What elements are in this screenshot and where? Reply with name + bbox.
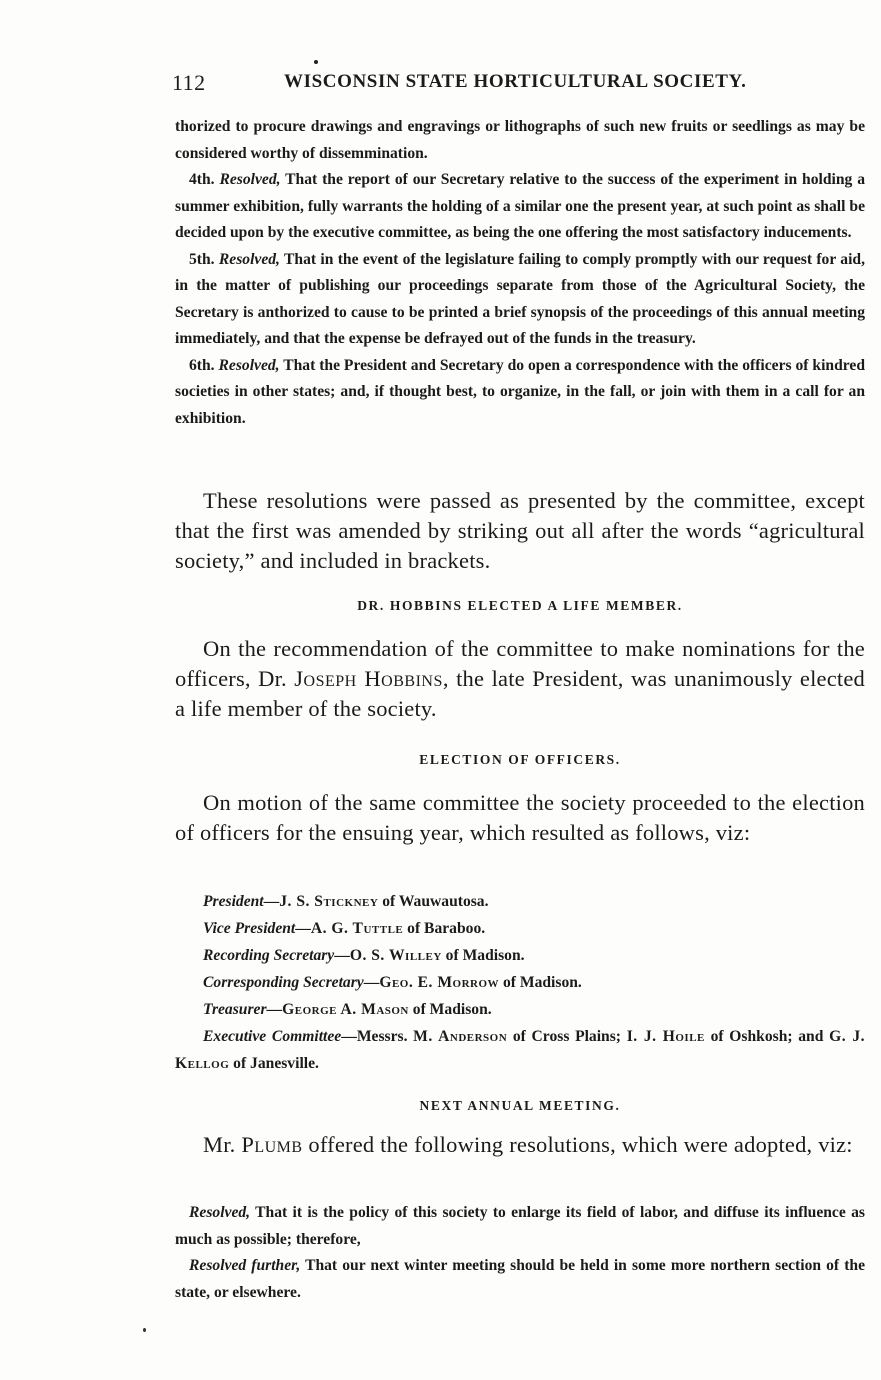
officer-role: Executive Committee: [203, 1028, 342, 1045]
resolution-label: Resolved further,: [189, 1257, 301, 1274]
resolution-label: Resolved,: [189, 1204, 251, 1221]
life-member-text: [175, 634, 865, 724]
officer-role: President: [203, 893, 264, 910]
person-name: Joseph Hobbins: [294, 666, 443, 691]
resolution-5: [175, 247, 865, 353]
printer-mark: [314, 60, 318, 64]
officer-role: Corresponding Secretary: [203, 974, 364, 991]
resolution-label: Resolved,: [218, 250, 280, 268]
passed-paragraph: [175, 486, 865, 576]
officer-place: of Madison.: [408, 1001, 492, 1018]
officer-place: of Cross Plains;: [507, 1028, 627, 1045]
officer-name: Geo. E. Morrow: [379, 974, 500, 991]
resolution-label: Resolved,: [219, 171, 281, 188]
resolution-label: Resolved,: [218, 356, 280, 374]
officer-name: G. J. Kellog: [175, 1028, 866, 1072]
resolution-text: That the President and Secretary do open a correspondence with the officers of kindred societies in other states; and, if thought best, to organize, in the fall, or join with them in a call for an exhibition.: [175, 356, 865, 427]
officer-place: of Madison.: [499, 974, 582, 991]
officer-entry: Corresponding Secretary—Geo. E. Morrow of Madison.: [203, 974, 582, 991]
officer-place: of Madison.: [441, 947, 525, 964]
resolution-number: 6th.: [189, 356, 215, 374]
officer-name: George A. Mason: [282, 1001, 409, 1018]
resolution-number: 4th.: [189, 171, 215, 188]
officer-name: M. Anderson: [413, 1028, 508, 1045]
resolution-6: [175, 353, 865, 433]
officer-entry: President—J. S. Stickney of Wauwautosa.: [203, 893, 489, 910]
resolution-text: That our next winter meeting should be held in some more northern section of the state, or elsewhere.: [175, 1257, 866, 1301]
life-member-text-before: On the recommendation of the committee to make nominations for the officers, Dr.: [175, 636, 865, 691]
officer-entry: Treasurer—George A. Mason of Madison.: [203, 1001, 492, 1018]
section-heading-next-meeting: NEXT ANNUAL MEETING.: [419, 1098, 621, 1113]
officer-place: of Baraboo.: [403, 920, 486, 937]
resolution-4: [175, 167, 865, 247]
next-meeting-intro-text: [175, 1130, 865, 1160]
page-number: 112: [172, 70, 206, 95]
officer-prefix: Messrs.: [356, 1028, 414, 1045]
resolution-text: That the report of our Secretary relative to the success of the experiment in holding a summer exhibition, fully warrants the holding of a similar one the present year, at such point as shall be decided upon by the executive committee, as being the one offering the most satisfactory inducements.: [175, 171, 866, 241]
officer-entry: Recording Secretary—O. S. Willey of Madison.: [203, 947, 525, 964]
officer-entry: Vice President—A. G. Tuttle of Baraboo.: [203, 920, 486, 937]
intro-prefix: Mr.: [203, 1132, 242, 1157]
passed-paragraph-text: These resolutions were passed as presented by the committee, except that the first was amended by striking out all after the words “agricultural society,” and included in brackets.: [175, 488, 865, 573]
next-meeting-resolution: [175, 1253, 865, 1306]
next-meeting-intro: [175, 1130, 865, 1160]
printer-mark: [143, 1328, 146, 1332]
officer-entry-executive: Executive Committee—Messrs. M. Anderson of Cross Plains; I. J. Hoile of Oshkosh; and G. J. Kellog of Janesville.: [175, 1028, 866, 1072]
resolutions-block: [175, 114, 865, 432]
next-meeting-resolution: [175, 1200, 865, 1253]
officer-role: Vice President: [203, 920, 296, 937]
officers-list: [175, 888, 865, 1077]
resolution-text: That it is the policy of this society to enlarge its field of labor, and diffuse its influence as much as possible; therefore,: [175, 1204, 865, 1248]
officer-place: of Janesville.: [229, 1055, 319, 1072]
running-head: WISCONSIN STATE HORTICULTURAL SOCIETY.: [284, 71, 747, 92]
officer-role: Recording Secretary: [203, 947, 335, 964]
officer-place: of Oshkosh; and: [704, 1028, 830, 1045]
person-name: Plumb: [241, 1132, 303, 1157]
resolution-text: That in the event of the legislature failing to comply promptly with our request for aid, in the matter of publishing our proceedings separate from those of the Agricultural Society, the Secretary is anthorized to cause to be printed a brief synopsis of the proceedings of this annual meeting immediately, and that the expense be defrayed out of the funds in the treasury.: [175, 250, 865, 347]
officer-name: I. J. Hoile: [626, 1028, 705, 1045]
resolution-number: 5th.: [189, 250, 215, 268]
officer-place: of Wauwautosa.: [378, 893, 489, 910]
section-heading-election: ELECTION OF OFFICERS.: [419, 752, 621, 767]
resolution-continuation: thorized to procure drawings and engravings or lithographs of such new fruits or seedlings as may be considered worthy of dissemmination.: [175, 118, 865, 162]
officer-name: A. G. Tuttle: [310, 920, 404, 937]
page-header: [172, 70, 861, 96]
intro-text: offered the following resolutions, which were adopted, viz:: [302, 1132, 853, 1157]
officer-name: J. S. Stickney: [279, 893, 379, 910]
officer-name: O. S. Willey: [349, 947, 442, 964]
life-member-paragraph: [175, 634, 865, 724]
officer-role: Treasurer: [203, 1001, 267, 1018]
election-intro-text: On motion of the same committee the society proceeded to the election of officers for the ensuing year, which resulted as follows, viz:: [175, 790, 865, 845]
life-member-text-after: , the late President, was unanimously elected a life member of the society.: [175, 666, 865, 721]
section-heading-life-member: DR. HOBBINS ELECTED A LIFE MEMBER.: [357, 598, 683, 613]
next-meeting-resolutions: [175, 1200, 865, 1306]
election-intro: [175, 788, 865, 848]
